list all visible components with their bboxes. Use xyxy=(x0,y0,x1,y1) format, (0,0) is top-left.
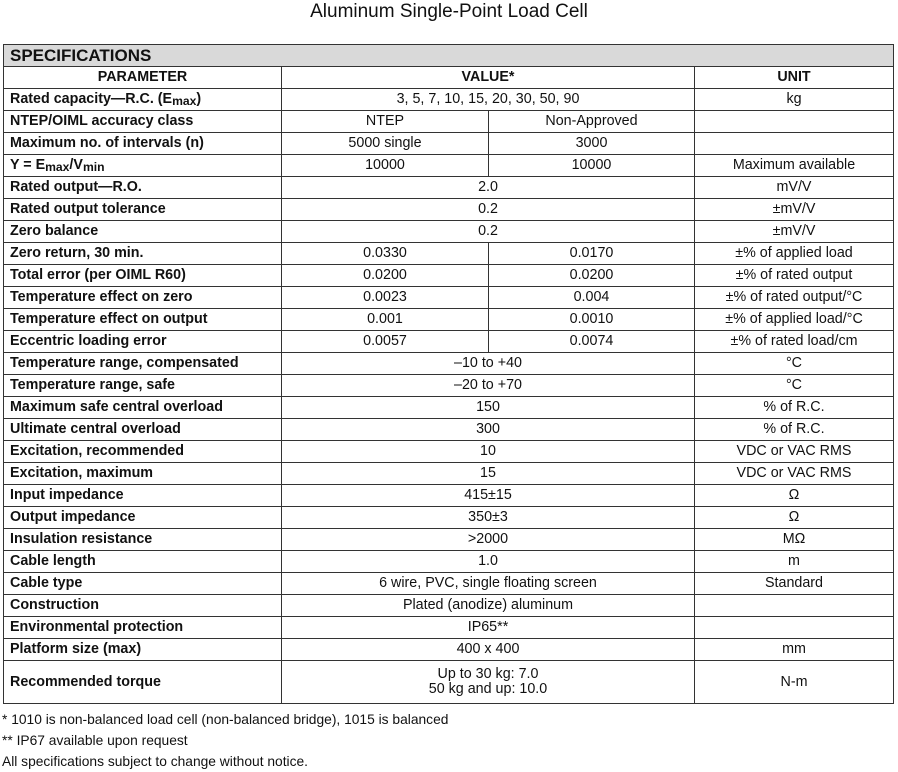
parameter-label: Rated output—R.O. xyxy=(4,177,282,199)
table-row xyxy=(4,375,894,397)
table-row xyxy=(4,595,894,617)
parameter-unit: Standard xyxy=(695,573,894,595)
table-row xyxy=(4,309,894,331)
table-row xyxy=(4,133,894,155)
parameter-label: Cable length xyxy=(4,551,282,573)
table-row xyxy=(4,463,894,485)
table-row xyxy=(4,419,894,441)
parameter-label: Recommended torque xyxy=(4,661,282,704)
torque-line: Up to 30 kg: 7.0 xyxy=(437,666,539,682)
table-row xyxy=(4,331,894,353)
column-header-value: VALUE* xyxy=(282,67,695,89)
parameter-label: Rated output tolerance xyxy=(4,199,282,221)
table-row xyxy=(4,617,894,639)
parameter-label: Input impedance xyxy=(4,485,282,507)
parameter-unit: kg xyxy=(695,89,894,111)
parameter-unit: Ω xyxy=(695,507,894,529)
parameter-value-non-approved: 3000 xyxy=(489,133,695,155)
parameter-unit: ±% of applied load/°C xyxy=(695,309,894,331)
page-title: Aluminum Single-Point Load Cell xyxy=(310,1,588,22)
parameter-value-ntep: NTEP xyxy=(282,111,489,133)
parameter-value: 350±3 xyxy=(282,507,695,529)
section-header-row xyxy=(4,45,894,67)
parameter-value-ntep: 0.0330 xyxy=(282,243,489,265)
column-header-unit: UNIT xyxy=(695,67,894,89)
parameter-label: Ultimate central overload xyxy=(4,419,282,441)
parameter-label: Cable type xyxy=(4,573,282,595)
table-row xyxy=(4,441,894,463)
section-title: SPECIFICATIONS xyxy=(4,45,894,67)
parameter-unit: mV/V xyxy=(695,177,894,199)
parameter-value-ntep: 0.001 xyxy=(282,309,489,331)
parameter-value-non-approved: 10000 xyxy=(489,155,695,177)
table-row xyxy=(4,111,894,133)
parameter-label: Temperature range, safe xyxy=(4,375,282,397)
table-row xyxy=(4,287,894,309)
parameter-label: Temperature range, compensated xyxy=(4,353,282,375)
table-row xyxy=(4,89,894,111)
parameter-value: 150 xyxy=(282,397,695,419)
parameter-label: NTEP/OIML accuracy class xyxy=(4,111,282,133)
parameter-value-ntep: 0.0023 xyxy=(282,287,489,309)
table-row xyxy=(4,573,894,595)
table-row xyxy=(4,661,894,704)
parameter-value: 300 xyxy=(282,419,695,441)
parameter-value-ntep: 10000 xyxy=(282,155,489,177)
footnote: ** IP67 available upon request xyxy=(2,733,188,748)
parameter-label: Maximum no. of intervals (n) xyxy=(4,133,282,155)
parameter-unit: °C xyxy=(695,375,894,397)
parameter-value-non-approved: 0.0200 xyxy=(489,265,695,287)
parameter-unit: mm xyxy=(695,639,894,661)
parameter-label: Excitation, recommended xyxy=(4,441,282,463)
parameter-value: 0.2 xyxy=(282,221,695,243)
parameter-value: 0.2 xyxy=(282,199,695,221)
parameter-value-non-approved: 0.004 xyxy=(489,287,695,309)
parameter-value: 2.0 xyxy=(282,177,695,199)
parameter-unit: % of R.C. xyxy=(695,419,894,441)
parameter-unit: ±% of rated load/cm xyxy=(695,331,894,353)
specifications-table xyxy=(3,44,894,704)
table-row xyxy=(4,507,894,529)
parameter-label: Zero return, 30 min. xyxy=(4,243,282,265)
parameter-unit: VDC or VAC RMS xyxy=(695,441,894,463)
table-row xyxy=(4,639,894,661)
parameter-label: Rated capacity—R.C. $(E_{max})$ xyxy=(4,89,282,111)
parameter-unit: N-m xyxy=(695,661,894,704)
parameter-value-non-approved: 0.0010 xyxy=(489,309,695,331)
parameter-label: Temperature effect on output xyxy=(4,309,282,331)
parameter-label: Temperature effect on zero xyxy=(4,287,282,309)
parameter-unit: ±mV/V xyxy=(695,221,894,243)
parameter-value-ntep: 0.0200 xyxy=(282,265,489,287)
parameter-unit xyxy=(695,595,894,617)
parameter-unit xyxy=(695,111,894,133)
parameter-value xyxy=(282,661,695,704)
parameter-value: >2000 xyxy=(282,529,695,551)
parameter-label: Construction xyxy=(4,595,282,617)
parameter-label: $Y = E_{max}/V_{min}$ xyxy=(4,155,282,177)
parameter-label: Zero balance xyxy=(4,221,282,243)
parameter-value: 3, 5, 7, 10, 15, 20, 30, 50, 90 xyxy=(282,89,695,111)
parameter-value: 400 x 400 xyxy=(282,639,695,661)
parameter-label: Output impedance xyxy=(4,507,282,529)
parameter-value-non-approved: Non-Approved xyxy=(489,111,695,133)
table-row xyxy=(4,353,894,375)
parameter-unit: VDC or VAC RMS xyxy=(695,463,894,485)
parameter-unit: Maximum available xyxy=(695,155,894,177)
parameter-label: Excitation, maximum xyxy=(4,463,282,485)
parameter-unit: % of R.C. xyxy=(695,397,894,419)
parameter-unit xyxy=(695,133,894,155)
table-row xyxy=(4,529,894,551)
parameter-value-ntep: 5000 single xyxy=(282,133,489,155)
footnote: * 1010 is non-balanced load cell (non-balanced bridge), 1015 is balanced xyxy=(2,712,449,727)
parameter-value: Plated (anodize) aluminum xyxy=(282,595,695,617)
parameter-unit: ±% of rated output/°C xyxy=(695,287,894,309)
parameter-label: Maximum safe central overload xyxy=(4,397,282,419)
table-row xyxy=(4,177,894,199)
parameter-unit: ±mV/V xyxy=(695,199,894,221)
table-row xyxy=(4,199,894,221)
parameter-label: Insulation resistance xyxy=(4,529,282,551)
parameter-value: –20 to +70 xyxy=(282,375,695,397)
parameter-label: Total error (per OIML R60) xyxy=(4,265,282,287)
column-header-parameter: PARAMETER xyxy=(4,67,282,89)
parameter-unit: ±% of applied load xyxy=(695,243,894,265)
table-row xyxy=(4,221,894,243)
parameter-unit: Ω xyxy=(695,485,894,507)
parameter-unit: m xyxy=(695,551,894,573)
parameter-value: 15 xyxy=(282,463,695,485)
table-row xyxy=(4,397,894,419)
parameter-value-non-approved: 0.0074 xyxy=(489,331,695,353)
parameter-label: Platform size (max) xyxy=(4,639,282,661)
table-row xyxy=(4,551,894,573)
parameter-value: –10 to +40 xyxy=(282,353,695,375)
table-row xyxy=(4,243,894,265)
parameter-value-non-approved: 0.0170 xyxy=(489,243,695,265)
footnote: All specifications subject to change without notice. xyxy=(2,754,309,769)
parameter-unit: °C xyxy=(695,353,894,375)
parameter-value-ntep: 0.0057 xyxy=(282,331,489,353)
parameter-unit xyxy=(695,617,894,639)
table-row xyxy=(4,265,894,287)
parameter-value: IP65** xyxy=(282,617,695,639)
table-row xyxy=(4,155,894,177)
footnotes xyxy=(2,709,448,772)
torque-line: 50 kg and up: 10.0 xyxy=(428,681,548,697)
parameter-value: 1.0 xyxy=(282,551,695,573)
parameter-label: Environmental protection xyxy=(4,617,282,639)
parameter-value: 415±15 xyxy=(282,485,695,507)
parameter-unit: MΩ xyxy=(695,529,894,551)
table-row xyxy=(4,485,894,507)
column-header-row xyxy=(4,67,894,89)
parameter-value: 10 xyxy=(282,441,695,463)
parameter-label: Eccentric loading error xyxy=(4,331,282,353)
parameter-value: 6 wire, PVC, single floating screen xyxy=(282,573,695,595)
parameter-unit: ±% of rated output xyxy=(695,265,894,287)
